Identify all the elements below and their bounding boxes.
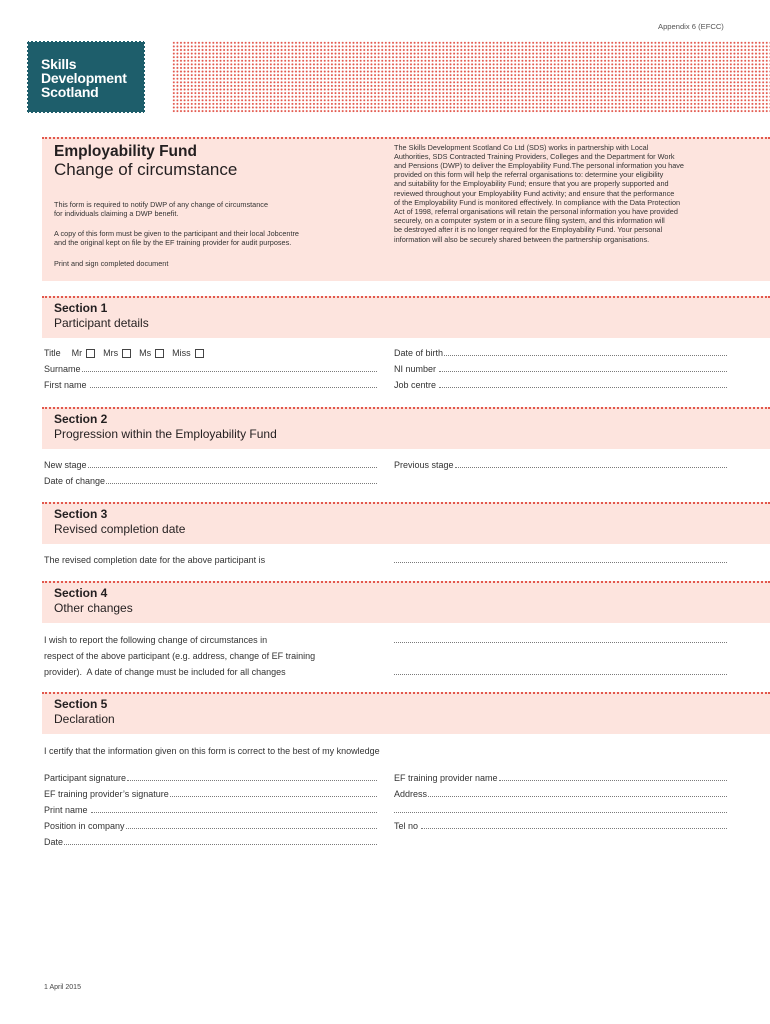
section-title: Revised completion date — [54, 522, 186, 536]
date-of-birth-row — [394, 347, 727, 359]
tel-row — [394, 820, 727, 832]
title-option-ms: Ms — [139, 348, 152, 358]
previous-stage-label: Previous stage — [394, 460, 454, 470]
address-field[interactable] — [428, 796, 727, 797]
mrs-checkbox[interactable] — [122, 349, 131, 358]
first-name-label: First name — [44, 380, 87, 390]
tel-field[interactable] — [421, 828, 727, 829]
section-title: Participant details — [54, 316, 149, 330]
provider-name-field[interactable] — [499, 780, 727, 781]
declaration-date-row — [44, 836, 377, 848]
logo-text-skills: Skills — [41, 56, 77, 72]
provider-signature-row — [44, 788, 377, 800]
previous-stage-row — [394, 459, 727, 471]
declaration-date-field[interactable] — [64, 844, 377, 845]
form-subtitle: Change of circumstance — [54, 160, 238, 179]
participant-signature-row — [44, 772, 377, 784]
section-5-header — [42, 692, 770, 734]
job-centre-field[interactable] — [439, 387, 727, 388]
position-row — [44, 820, 377, 832]
print-name-label: Print name — [44, 805, 88, 815]
section-number: Section 2 — [54, 412, 108, 426]
section-title: Progression within the Employability Fund — [54, 427, 277, 441]
surname-label: Surname — [44, 364, 81, 374]
new-stage-label: New stage — [44, 460, 87, 470]
section-3-header — [42, 502, 770, 544]
privacy-notice-line: securely, on a computer system or in a secure filing system, and this information will — [394, 216, 665, 226]
title-row — [44, 347, 212, 359]
date-of-change-label: Date of change — [44, 476, 106, 486]
first-name-field[interactable] — [90, 387, 377, 388]
job-centre-row — [394, 379, 727, 391]
other-changes-text-line: I wish to report the following change of circumstances in — [44, 635, 268, 645]
position-label: Position in company — [44, 821, 125, 831]
other-changes-field-line-2[interactable] — [394, 674, 727, 675]
provider-signature-label: EF training provider’s signature — [44, 789, 169, 799]
title-option-mrs: Mrs — [103, 348, 119, 358]
decorative-dot-pattern — [172, 41, 770, 113]
title-label: Title — [44, 348, 61, 358]
address-row — [394, 788, 727, 800]
section-4-header — [42, 581, 770, 623]
section-1-header — [42, 296, 770, 338]
title-option-miss: Miss — [172, 348, 191, 358]
dwp-notice-line: This form is required to notify DWP of any change of circumstance — [54, 200, 268, 209]
print-name-row — [44, 804, 377, 816]
privacy-notice-line: reviewed throughout your Employability Fund activity; and ensure that the performance — [394, 188, 675, 198]
privacy-notice-line: provided on this form will help the referral organisations to: determine your eligibility — [394, 170, 664, 180]
date-of-birth-field[interactable] — [444, 355, 727, 356]
date-of-change-row — [44, 475, 377, 487]
revised-completion-date-field[interactable] — [394, 562, 727, 563]
privacy-notice-line: information will also be securely shared between the partnership organisations. — [394, 234, 650, 244]
ni-number-field[interactable] — [439, 371, 727, 372]
tel-label: Tel no — [394, 821, 419, 831]
mr-checkbox[interactable] — [86, 349, 95, 358]
declaration-date-label: Date — [44, 837, 64, 847]
revised-completion-statement: The revised completion date for the above participant is — [44, 555, 266, 565]
section-number: Section 3 — [54, 507, 108, 521]
privacy-notice-line: Authorities, SDS Contracted Training Providers, Colleges and the Department for Work — [394, 151, 675, 161]
print-instruction: Print and sign completed document — [54, 258, 169, 268]
position-field[interactable] — [126, 828, 377, 829]
surname-row — [44, 363, 377, 375]
date-of-birth-label: Date of birth — [394, 348, 444, 358]
print-name-field[interactable] — [91, 812, 377, 813]
date-of-change-field[interactable] — [106, 483, 377, 484]
provider-name-row — [394, 772, 727, 784]
surname-field[interactable] — [82, 371, 377, 372]
miss-checkbox[interactable] — [195, 349, 204, 358]
form-title: Employability Fund — [54, 143, 197, 160]
section-number: Section 4 — [54, 586, 108, 600]
first-name-row — [44, 379, 377, 391]
logo-text-development: Development — [41, 70, 127, 86]
participant-signature-field[interactable] — [127, 780, 377, 781]
previous-stage-field[interactable] — [455, 467, 727, 468]
privacy-notice-line: and suitability for the Employability Fund; ensure that you are properly supported and — [394, 179, 669, 189]
other-changes-text-line: provider). A date of change must be included for all changes — [44, 667, 286, 677]
section-title: Declaration — [54, 712, 115, 726]
privacy-notice-line: and Pensions (DWP) to deliver the Employability Fund.The personal information you have — [394, 160, 684, 170]
section-title: Other changes — [54, 601, 133, 615]
dwp-notice — [54, 200, 268, 218]
address-field-line-2[interactable] — [394, 812, 727, 813]
copy-notice-line: and the original kept on file by the EF training provider for audit purposes. — [54, 237, 292, 247]
privacy-notice-line: be destroyed after it is no longer required for the Employability Fund. Your personal — [394, 225, 663, 235]
privacy-notice-line: Act of 1998, referral organisations will retain the personal information you have provided — [394, 206, 678, 216]
title-option-mr: Mr — [71, 348, 83, 358]
other-changes-field-line-1[interactable] — [394, 642, 727, 643]
sds-logo — [27, 41, 145, 113]
section-2-header — [42, 407, 770, 449]
copy-notice — [54, 229, 299, 247]
ni-number-row — [394, 363, 727, 375]
footer-date: 1 April 2015 — [44, 984, 81, 991]
provider-name-label: EF training provider name — [394, 773, 498, 783]
provider-signature-field[interactable] — [170, 796, 377, 797]
section-number: Section 1 — [54, 301, 108, 315]
other-changes-text-line: respect of the above participant (e.g. address, change of EF training — [44, 651, 316, 661]
job-centre-label: Job centre — [394, 380, 437, 390]
privacy-notice-line: The Skills Development Scotland Co Ltd (SDS) works in partnership with Local — [394, 142, 649, 152]
privacy-notice-line: of the Employability Fund is monitored effectively. In compliance with the Data Protection — [394, 197, 681, 207]
appendix-reference: Appendix 6 (EFCC) — [658, 22, 724, 31]
address-label: Address — [394, 789, 428, 799]
copy-notice-line: A copy of this form must be given to the participant and their local Jobcentre — [54, 228, 299, 238]
new-stage-field[interactable] — [88, 467, 377, 468]
section-number: Section 5 — [54, 697, 108, 711]
logo-text-scotland: Scotland — [41, 84, 99, 100]
participant-signature-label: Participant signature — [44, 773, 127, 783]
dwp-notice-line: for individuals claiming a DWP benefit. — [54, 209, 179, 219]
declaration-statement: I certify that the information given on this form is correct to the best of my knowledge — [44, 746, 380, 756]
intro-panel — [42, 137, 770, 281]
privacy-notice — [394, 143, 684, 244]
ms-checkbox[interactable] — [155, 349, 164, 358]
ni-number-label: NI number — [394, 364, 437, 374]
new-stage-row — [44, 459, 377, 471]
